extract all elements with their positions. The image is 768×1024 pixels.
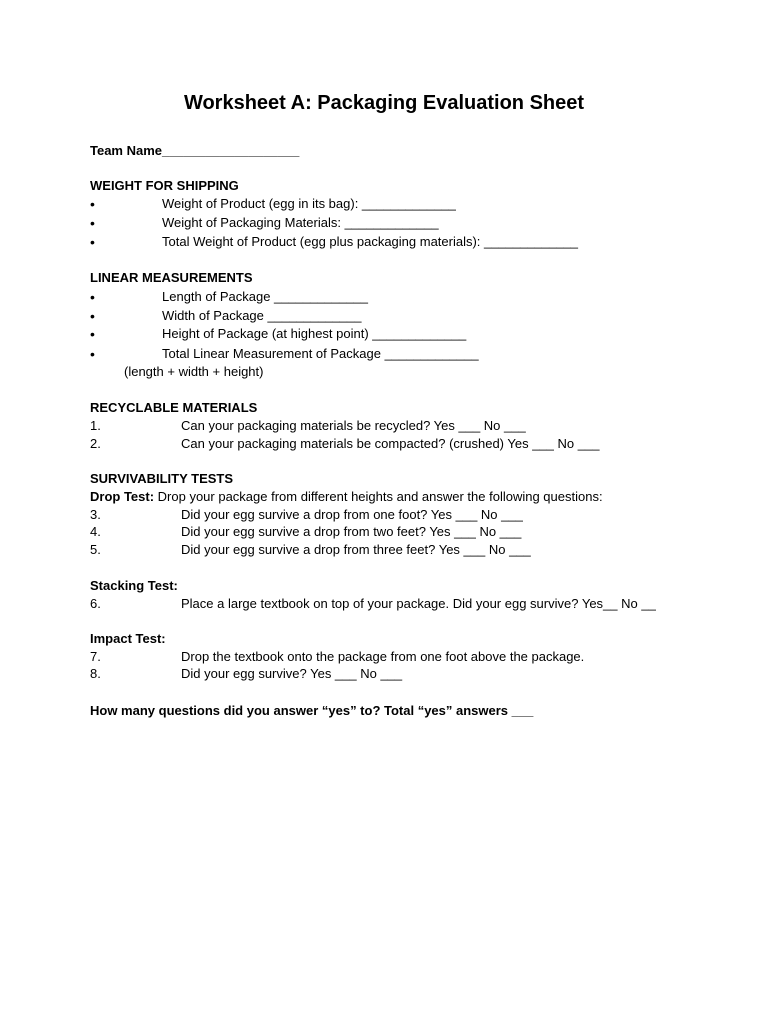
- item-number: 1.: [90, 418, 101, 433]
- bullet-icon: •: [90, 215, 95, 231]
- bullet-icon: •: [90, 196, 95, 212]
- bullet-icon: •: [90, 326, 95, 342]
- bullet-icon: •: [90, 234, 95, 250]
- page-title: Worksheet A: Packaging Evaluation Sheet: [183, 92, 585, 114]
- recyclable-question: Can your packaging materials be compacted? (crushed) Yes ___ No ___: [181, 436, 600, 451]
- weight-item: Weight of Packaging Materials: _____________: [162, 215, 439, 230]
- linear-heading: LINEAR MEASUREMENTS: [90, 270, 253, 285]
- team-name-field: Team Name___________________: [90, 143, 300, 158]
- item-number: 4.: [90, 524, 101, 539]
- impact-instruction: Drop the textbook onto the package from one foot above the package.: [181, 649, 585, 664]
- item-number: 8.: [90, 666, 101, 681]
- survivability-heading: SURVIVABILITY TESTS: [90, 471, 234, 486]
- recyclable-heading: RECYCLABLE MATERIALS: [90, 400, 258, 415]
- item-number: 2.: [90, 436, 101, 451]
- linear-item: Height of Package (at highest point) _____________: [162, 326, 467, 341]
- stacking-test-label: Stacking Test:: [90, 578, 178, 593]
- impact-test-label: Impact Test:: [90, 631, 166, 646]
- linear-item: Total Linear Measurement of Package _____________: [162, 346, 479, 361]
- linear-note: (length + width + height): [124, 364, 264, 379]
- drop-test-label: Drop Test:: [90, 489, 155, 504]
- linear-item: Width of Package _____________: [162, 308, 362, 323]
- recyclable-question: Can your packaging materials be recycled? Yes ___ No ___: [181, 418, 526, 433]
- item-number: 5.: [90, 542, 101, 557]
- drop-question: Did your egg survive a drop from one foot? Yes ___ No ___: [181, 507, 523, 522]
- weight-item: Total Weight of Product (egg plus packaging materials): _____________: [162, 234, 579, 249]
- drop-test-text: Drop your package from different heights and answer the following questions:: [154, 489, 603, 504]
- bullet-icon: •: [90, 289, 95, 305]
- drop-question: Did your egg survive a drop from three feet? Yes ___ No ___: [181, 542, 531, 557]
- drop-test-intro: [90, 488, 603, 506]
- bullet-icon: •: [90, 346, 95, 362]
- summary-question: How many questions did you answer “yes” to? Total “yes” answers ___: [90, 703, 534, 718]
- weight-heading: WEIGHT FOR SHIPPING: [90, 178, 239, 193]
- stacking-question: Place a large textbook on top of your package. Did your egg survive? Yes__ No __: [181, 596, 656, 611]
- item-number: 6.: [90, 596, 101, 611]
- impact-question: Did your egg survive? Yes ___ No ___: [181, 666, 403, 681]
- weight-item: Weight of Product (egg in its bag): _____________: [162, 196, 456, 211]
- item-number: 3.: [90, 507, 101, 522]
- linear-item: Length of Package _____________: [162, 289, 369, 304]
- bullet-icon: •: [90, 308, 95, 324]
- item-number: 7.: [90, 649, 101, 664]
- drop-question: Did your egg survive a drop from two feet? Yes ___ No ___: [181, 524, 522, 539]
